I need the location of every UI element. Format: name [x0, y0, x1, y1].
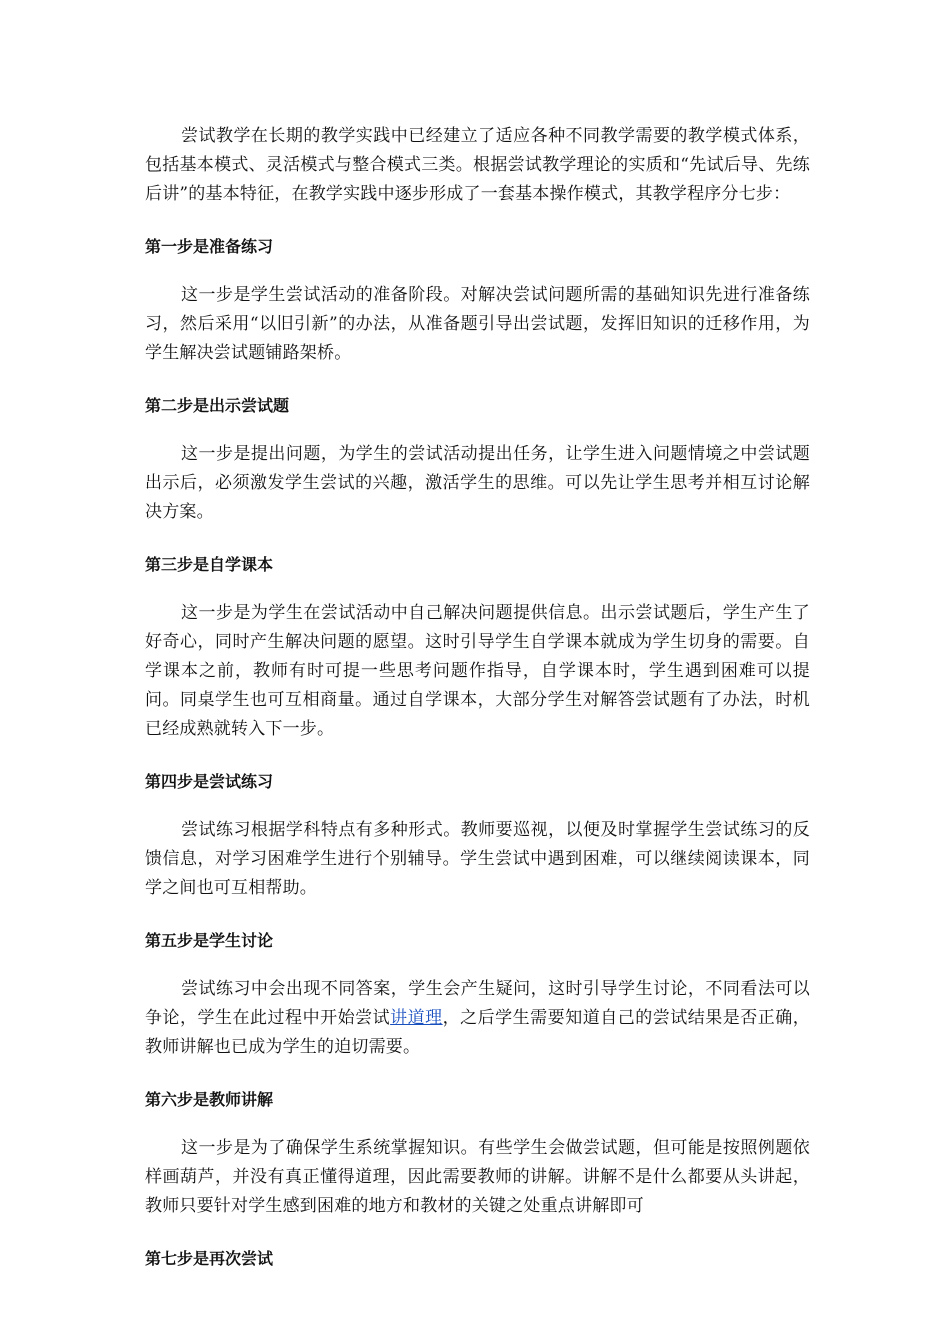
intro-paragraph: 尝试教学在长期的教学实践中已经建立了适应各种不同教学需要的教学模式体系，包括基本模式、灵活模式与整合模式三类。根据尝试教学理论的实质和“先试后导、先练后讲”的基本特征，在教学实践中逐步形成了一套基本操作模式，其教学程序分七步： — [145, 126, 810, 204]
step-6-heading: 第六步是教师讲解 — [145, 1090, 274, 1109]
step-3-paragraph: 这一步是为学生在尝试活动中自己解决问题提供信息。出示尝试题后，学生产生了好奇心，同时产生解决问题的愿望。这时引导学生自学课本就成为学生切身的需要。自学课本之前，教师有时可提一些思考问题作指导，自学课本时，学生遇到困难可以提问。同桌学生也可互相商量。通过自学课本，大部分学生对解答尝试题有了办法，时机已经成熟就转入下一步。 — [145, 603, 810, 739]
reasoning-link[interactable]: 讲道理 — [390, 1008, 443, 1028]
spacer — [145, 903, 810, 929]
spacer — [145, 744, 810, 770]
step-5-heading: 第五步是学生讨论 — [145, 931, 274, 950]
spacer — [145, 368, 810, 394]
step-4-heading: 第四步是尝试练习 — [145, 772, 274, 791]
spacer — [145, 209, 810, 235]
step-5-text-after-link: ，之后学生需要知道自己的尝试结果是否正确，教师讲解也已成为学生的迫切需要。 — [145, 1008, 810, 1057]
spacer — [145, 794, 810, 816]
spacer — [145, 1112, 810, 1134]
spacer — [145, 259, 810, 281]
step-3-heading: 第三步是自学课本 — [145, 555, 274, 574]
document-body — [145, 122, 810, 1271]
step-6-paragraph: 这一步是为了确保学生系统掌握知识。有些学生会做尝试题，但可能是按照例题依样画葫芦，并没有真正懂得道理，因此需要教师的讲解。讲解不是什么都要从头讲起，教师只要针对学生感到困难的地方和教材的关键之处重点讲解即可 — [145, 1138, 810, 1216]
spacer — [145, 953, 810, 975]
step-7-heading: 第七步是再次尝试 — [145, 1249, 274, 1268]
step-5-text-before-link: 尝试练习中会出现不同答案，学生会产生疑问，这时引导学生讨论，不同看法可以争论，学生在此过程中开始尝试 — [145, 979, 810, 1028]
spacer — [145, 527, 810, 553]
step-4-paragraph: 尝试练习根据学科特点有多种形式。教师要巡视，以便及时掌握学生尝试练习的反馈信息，对学习困难学生进行个别辅导。学生尝试中遇到困难，可以继续阅读课本，同学之间也可互相帮助。 — [145, 820, 810, 898]
spacer — [145, 1062, 810, 1088]
step-5-paragraph — [145, 975, 810, 1062]
spacer — [145, 577, 810, 599]
step-1-paragraph: 这一步是学生尝试活动的准备阶段。对解决尝试问题所需的基础知识先进行准备练习，然后采用“以旧引新”的办法，从准备题引导出尝试题，发挥旧知识的迁移作用，为学生解决尝试题铺路架桥。 — [145, 285, 810, 363]
step-2-heading: 第二步是出示尝试题 — [145, 396, 290, 415]
spacer — [145, 1221, 810, 1247]
step-1-heading: 第一步是准备练习 — [145, 237, 274, 256]
spacer — [145, 418, 810, 440]
step-2-paragraph: 这一步是提出问题，为学生的尝试活动提出任务，让学生进入问题情境之中尝试题出示后，必须激发学生尝试的兴趣，激活学生的思维。可以先让学生思考并相互讨论解决方案。 — [145, 444, 810, 522]
